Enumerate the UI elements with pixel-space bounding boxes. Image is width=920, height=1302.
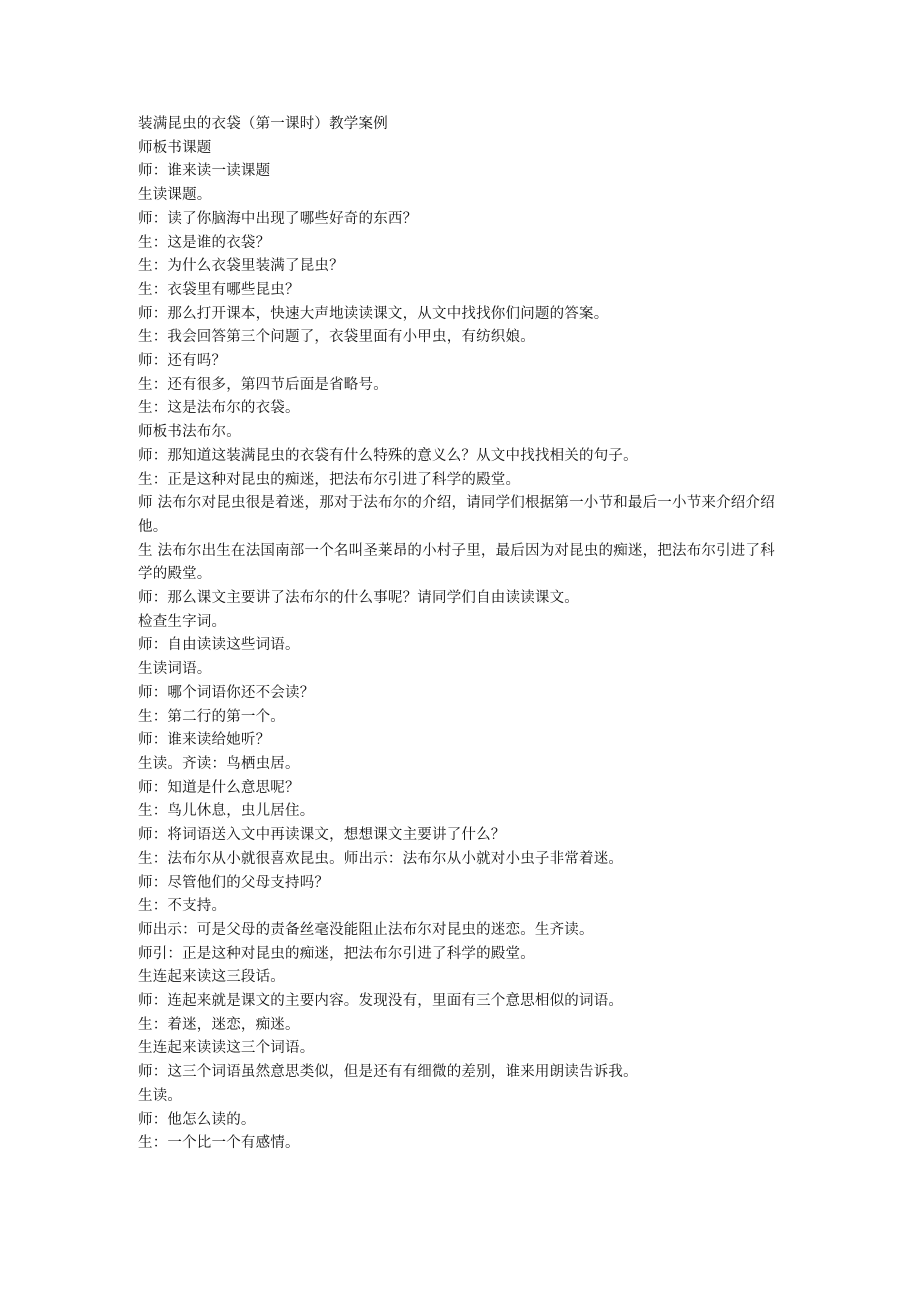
paragraph: 师：知道是什么意思呢？: [138, 779, 300, 796]
paragraph: 生：还有很多，第四节后面是省略号。: [138, 376, 388, 393]
paragraph: 师：还有吗？: [138, 353, 227, 370]
document-title: 装满昆虫的衣袋（第一课时）教学案例: [138, 116, 388, 132]
paragraph: 师引：正是这种对昆虫的痴迷，把法布尔引进了科学的殿堂。: [138, 945, 535, 962]
paragraph: 师：将词语送入文中再读课文，想想课文主要讲了什么？: [138, 827, 506, 844]
paragraph: 师板书法布尔。: [138, 424, 241, 441]
paragraph: 生读词语。: [138, 661, 212, 678]
paragraph: 生连起来读读这三个词语。: [138, 1040, 315, 1057]
paragraph: 师：谁来读一读课题: [138, 163, 271, 180]
paragraph: 师板书课题: [138, 139, 212, 156]
paragraph: 师：连起来就是课文的主要内容。发现没有，里面有三个意思相似的词语。: [138, 993, 624, 1010]
paragraph: 生读。齐读：鸟栖虫居。: [138, 755, 300, 772]
paragraph: 生：这是谁的衣袋？: [138, 234, 271, 251]
paragraph: 生：正是这种对昆虫的痴迷，把法布尔引进了科学的殿堂。: [138, 471, 521, 488]
paragraph: 师：那么课文主要讲了法布尔的什么事呢？请同学们自由读读课文。: [138, 590, 579, 607]
paragraph: 生：第二行的第一个。: [138, 708, 285, 725]
paragraph: 生：法布尔从小就很喜欢昆虫。师出示：法布尔从小就对小虫子非常着迷。: [138, 850, 624, 867]
paragraph: 生：不支持。: [138, 898, 227, 915]
paragraph: 生：这是法布尔的衣袋。: [138, 400, 300, 417]
paragraph: 生读。: [138, 1087, 183, 1104]
paragraph: 师：他怎么读的。: [138, 1111, 256, 1128]
paragraph: 师：读了你脑海中出现了哪些好奇的东西？: [138, 210, 418, 227]
paragraph: 师 法布尔对昆虫很是着迷，那对于法布尔的介绍，请同学们根据第一小节和最后一小节来介绍介绍他。: [138, 495, 775, 535]
paragraph: 生：一个比一个有感情。: [138, 1135, 300, 1152]
paragraph: 生：为什么衣袋里装满了昆虫？: [138, 258, 344, 275]
document-body: [138, 113, 788, 1156]
paragraph: 师：哪个词语你还不会读？: [138, 684, 315, 701]
paragraph: 生 法布尔出生在法国南部一个名叫圣莱昂的小村子里，最后因为对昆虫的痴迷，把法布尔引进了科学的殿堂。: [138, 542, 775, 583]
paragraph: 生连起来读这三段话。: [138, 969, 285, 986]
paragraph: 师：这三个词语虽然意思类似，但是还有有细微的差别，谁来用朗读告诉我。: [138, 1064, 638, 1081]
paragraph: 生读课题。: [138, 187, 212, 204]
paragraph: 检查生字词。: [138, 613, 227, 630]
paragraph: 师：尽管他们的父母支持吗？: [138, 874, 330, 891]
paragraph: 生：鸟儿休息，虫儿居住。: [138, 803, 315, 820]
paragraph: 师：自由读读这些词语。: [138, 637, 300, 654]
paragraph: 师：那么打开课本，快速大声地读读课文，从文中找找你们问题的答案。: [138, 305, 609, 322]
paragraph: 生：着迷，迷恋，痴迷。: [138, 1016, 300, 1033]
paragraph: 师：谁来读给她听？: [138, 732, 271, 749]
paragraph: 生：我会回答第三个问题了，衣袋里面有小甲虫，有纺织娘。: [138, 329, 535, 346]
paragraph: 师：那知道这装满昆虫的衣袋有什么特殊的意义么？从文中找找相关的句子。: [138, 447, 638, 464]
paragraph: 师出示：可是父母的责备丝毫没能阻止法布尔对昆虫的迷恋。生齐读。: [138, 921, 594, 938]
paragraph: 生：衣袋里有哪些昆虫？: [138, 281, 300, 298]
